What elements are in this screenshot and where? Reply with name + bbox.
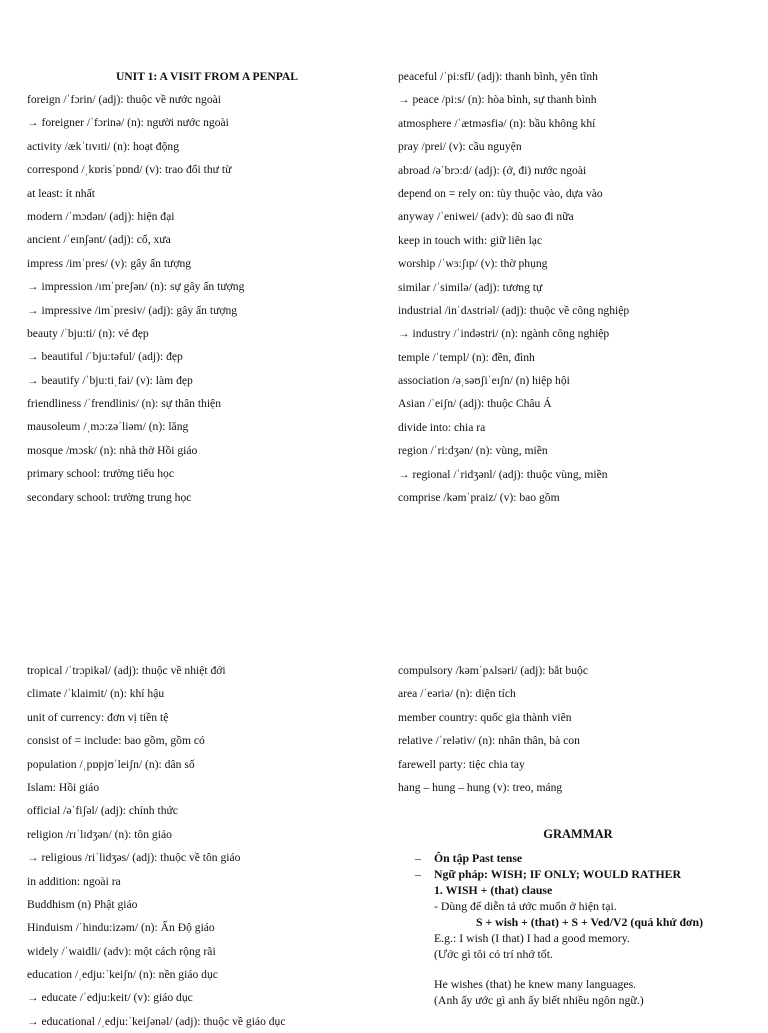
vocab-entry: → beautify /ˈbju:tiˌfai/ (v): làm đẹp	[27, 373, 193, 387]
vocab-entry: friendliness /ˈfrendlinis/ (n): sự thân thiện	[27, 397, 221, 411]
grammar-bullet-text: Ngữ pháp: WISH; IF ONLY; WOULD RATHER	[434, 867, 682, 881]
grammar-heading: 1. WISH + (that) clause	[434, 883, 553, 897]
vocab-entry: consist of = include: bao gồm, gồm có	[27, 734, 205, 748]
vocab-entry: education /ˌedju:ˈkeiʃn/ (n): nền giáo dục	[27, 968, 218, 982]
vocab-entry: Hinduism /ˈhindu:izəm/ (n): Ấn Độ giáo	[27, 921, 215, 935]
vocab-entry: → foreigner /ˈfɔrinə/ (n): người nước ngoài	[27, 116, 229, 130]
vocab-entry: atmosphere /ˈætməsfiə/ (n): bầu không khí	[398, 116, 596, 130]
unit-title: UNIT 1: A VISIT FROM A PENPAL	[115, 70, 299, 83]
vocab-column-top-left	[27, 88, 387, 509]
vocab-entry: climate /ˈklaimit/ (n): khí hậu	[27, 687, 165, 701]
vocab-entry: similar /ˈsimilə/ (adj): tương tự	[398, 280, 543, 294]
vocab-column-top-right	[398, 65, 758, 509]
vocab-entry: Buddhism (n) Phật giáo	[27, 897, 138, 911]
vocab-entry: official /əˈfiʃəl/ (adj): chính thức	[27, 804, 178, 818]
vocab-entry: compulsory /kəmˈpʌlsəri/ (adj): bắt buộc	[398, 664, 588, 677]
grammar-title: GRAMMAR	[543, 827, 613, 841]
vocab-entry: → impression /ɪmˈpreʃən/ (n): sự gây ấn tượng	[27, 280, 245, 294]
vocab-entry: → religious /riˈlidʒəs/ (adj): thuộc về tôn giáo	[27, 851, 241, 865]
vocab-entry: temple /ˈtempl/ (n): đền, đình	[398, 350, 535, 364]
vocab-entry: foreign /ˈfɔrin/ (adj): thuộc về nước ngoài	[27, 93, 221, 106]
vocab-entry: mausoleum /ˌmɔ:zəˈliəm/ (n): lăng	[27, 420, 189, 434]
bullet-dash: –	[415, 851, 421, 865]
vocab-entry: → beautiful /ˈbju:təful/ (adj): đẹp	[27, 350, 183, 364]
vocab-entry: → peace /pi:s/ (n): hòa bình, sự thanh bình	[398, 93, 597, 107]
vocab-column-bottom-right	[398, 659, 758, 799]
vocab-entry: unit of currency: đơn vị tiền tệ	[27, 710, 169, 724]
vocab-entry: depend on = rely on: tùy thuộc vào, dựa vào	[398, 186, 603, 200]
grammar-example-translation: (Ước gì tôi có trí nhớ tốt.	[434, 947, 553, 961]
vocab-column-bottom-left	[27, 659, 387, 1033]
vocab-entry: modern /ˈmɔdən/ (adj): hiện đại	[27, 209, 175, 223]
vocab-entry: anyway /ˈeniwei/ (adv): dù sao đi nữa	[398, 210, 574, 224]
vocab-entry: abroad /əˈbrɔ:d/ (adj): (ở, đi) nước ngoài	[398, 163, 587, 177]
vocab-entry: Asian /ˈeiʃn/ (adj): thuộc Châu Á	[398, 397, 552, 411]
grammar-bullet	[398, 850, 758, 866]
spacer	[398, 962, 758, 976]
vocab-entry: population /ˌpɒpjʊˈleiʃn/ (n): dân số	[27, 757, 195, 771]
vocab-entry: in addition: ngoài ra	[27, 874, 121, 888]
vocab-entry: keep in touch with: giữ liên lạc	[398, 233, 543, 247]
vocab-entry: activity /ækˈtɪvɪti/ (n): hoạt động	[27, 139, 179, 153]
vocab-entry: farewell party: tiệc chia tay	[398, 757, 525, 771]
vocab-entry: member country: quốc gia thành viên	[398, 710, 572, 724]
grammar-example-translation: (Anh ấy ước gì anh ấy biết nhiều ngôn ngữ.)	[434, 993, 644, 1007]
vocab-entry: area /ˈeəriə/ (n): diện tích	[398, 687, 516, 701]
vocab-entry: hang – hung – hung (v): treo, máng	[398, 780, 563, 794]
vocab-entry: → regional /ˈridʒənl/ (adj): thuộc vùng, miền	[398, 467, 608, 481]
vocab-entry: primary school: trường tiểu học	[27, 467, 174, 481]
vocab-entry: correspond /ˌkɒrisˈpɒnd/ (v): trao đổi thư từ	[27, 163, 232, 177]
grammar-bullet-text: Ôn tập Past tense	[434, 851, 523, 865]
vocab-entry: relative /ˈrelətiv/ (n): nhân thân, bà con	[398, 734, 580, 748]
vocab-entry: religion /rɪˈlɪdʒən/ (n): tôn giáo	[27, 827, 172, 841]
vocab-entry: divide into: chia ra	[398, 420, 486, 434]
vocab-entry: pray /prei/ (v): cầu nguyện	[398, 140, 522, 154]
vocab-entry: → educational /ˌedju:ˈkeiʃənəl/ (adj): thuộc về giáo dục	[27, 1014, 286, 1028]
vocab-entry: ancient /ˈeɪnʃənt/ (adj): cổ, xưa	[27, 233, 171, 247]
vocab-entry: at least: ít nhất	[27, 186, 95, 200]
vocab-entry: → educate /ˈedju:keit/ (v): giáo dục	[27, 991, 193, 1005]
vocab-entry: secondary school: trường trung học	[27, 490, 192, 504]
vocab-entry: comprise /kəmˈpraiz/ (v): bao gồm	[398, 491, 560, 505]
vocab-entry: tropical /ˈtrɔpikəl/ (adj): thuộc về nhiệt đới	[27, 664, 226, 677]
vocab-entry: → impressive /imˈpresiv/ (adj): gây ấn tượng	[27, 303, 238, 317]
vocab-entry: association /əˌsəʊʃiˈeɪʃn/ (n) hiệp hội	[398, 374, 570, 388]
vocab-entry: peaceful /ˈpi:sfl/ (adj): thanh bình, yên tĩnh	[398, 70, 598, 83]
vocab-entry: beauty /ˈbju:ti/ (n): vẻ đẹp	[27, 326, 149, 340]
vocab-entry: worship /ˈwɜ:ʃɪp/ (v): thờ phụng	[398, 257, 548, 271]
grammar-section	[398, 850, 758, 1008]
vocab-entry: mosque /mɔsk/ (n): nhà thờ Hồi giáo	[27, 443, 198, 457]
vocab-entry: widely /ˈwaidli/ (adv): một cách rộng rãi	[27, 944, 216, 958]
vocab-entry: impress /imˈpres/ (v): gây ấn tượng	[27, 256, 192, 270]
grammar-example: He wishes (that) he knew many languages.	[434, 977, 637, 991]
grammar-formula: S + wish + (that) + S + Ved/V2 (quá khứ đơn)	[476, 915, 704, 929]
vocab-entry: industrial /inˈdʌstriəl/ (adj): thuộc về công nghiệp	[398, 303, 630, 317]
bullet-dash: –	[415, 867, 421, 881]
grammar-usage: - Dùng để diễn tả ước muốn ở hiện tại.	[434, 899, 617, 913]
vocab-entry: Islam: Hồi giáo	[27, 780, 100, 794]
grammar-bullet	[398, 866, 758, 882]
vocab-entry: region /ˈri:dʒən/ (n): vùng, miền	[398, 444, 548, 458]
grammar-example: E.g.: I wish (I that) I had a good memory.	[434, 931, 630, 945]
vocab-entry: → industry /ˈindəstri/ (n): ngành công nghiệp	[398, 327, 610, 341]
